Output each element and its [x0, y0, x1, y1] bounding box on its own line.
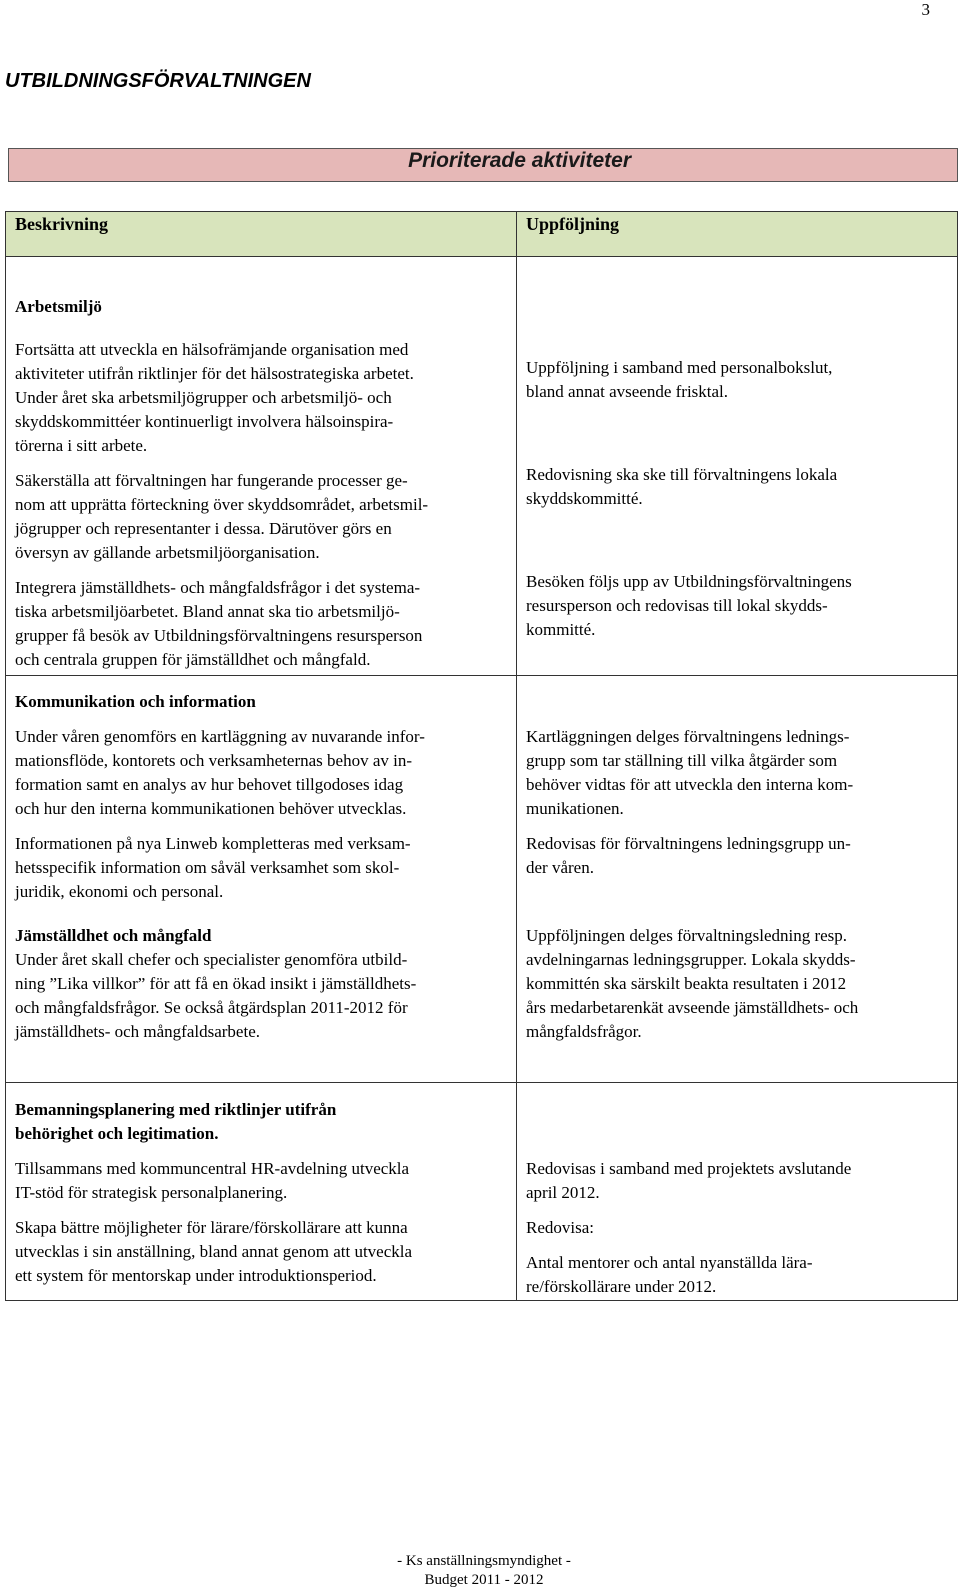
- paragraph: [15, 576, 507, 672]
- table-row: [6, 1090, 958, 1301]
- followup-cell-kommunikation: [517, 676, 958, 1083]
- text-line: utvecklas i sin anställning, bland annat genom att utveckla: [15, 1242, 413, 1261]
- text-line: Uppföljningen delges förvaltningsledning resp.: [526, 926, 848, 945]
- text-line: Tillsammans med kommuncentral HR-avdelning utveckla: [15, 1159, 410, 1178]
- text-line: års medarbetarenkät avseende jämställdhets- och: [526, 998, 859, 1017]
- paragraph: [526, 570, 948, 642]
- text-line: grupp som tar ställning till vilka åtgärder som: [526, 751, 838, 770]
- text-line: jögrupper och representanter i dessa. Därutöver görs en: [15, 519, 392, 538]
- followup-cell-arbetsmiljo: [517, 265, 958, 676]
- text-line: Kartläggningen delges förvaltningens lednings-: [526, 727, 850, 746]
- text-line: hetsspecifik information om såväl verksamhet som skol-: [15, 858, 400, 877]
- table-row: [6, 676, 958, 1083]
- text-line: och centrala gruppen för jämställdhet och mångfald.: [15, 650, 371, 669]
- text-line: mationsflöde, kontorets och verksamheternas behov av in-: [15, 751, 413, 770]
- text-line: Redovisa:: [526, 1218, 594, 1237]
- text-line: munikationen.: [526, 799, 624, 818]
- table-row: [6, 265, 958, 676]
- text-line: törerna i sitt arbete.: [15, 436, 148, 455]
- text-line: och mångfaldsfrågor. Se också åtgärdsplan 2011-2012 för: [15, 998, 408, 1017]
- paragraph: [526, 725, 948, 821]
- description-cell-bemanning: [6, 1090, 517, 1301]
- paragraph: [526, 924, 948, 1044]
- banner-title: Prioriterade aktiviteter: [408, 149, 631, 172]
- paragraph: [526, 356, 948, 404]
- footer-line: Budget 2011 - 2012: [424, 1572, 544, 1588]
- text-line: Skapa bättre möjligheter för lärare/förskollärare att kunna: [15, 1218, 408, 1237]
- text-line: aktiviteter utifrån riktlinjer för det hälsostrategiska arbetet.: [15, 364, 414, 383]
- section-title: Jämställdhet och mångfald: [15, 926, 212, 945]
- text-line: skyddskommitté.: [526, 489, 643, 508]
- text-line: behöver vidtas för att utveckla den interna kom-: [526, 775, 854, 794]
- page-footer: [325, 1552, 643, 1590]
- description-cell-kommunikation: [6, 676, 517, 1083]
- text-line: formation samt en analys av hur behovet tillgodoses idag: [15, 775, 404, 794]
- text-line: re/förskollärare under 2012.: [526, 1277, 717, 1296]
- text-line: jämställdhets- och mångfaldsarbete.: [15, 1022, 260, 1041]
- department-heading: UTBILDNINGSFÖRVALTNINGEN: [5, 70, 311, 92]
- paragraph: [15, 948, 507, 1044]
- text-line: Redovisning ska ske till förvaltningens lokala: [526, 465, 838, 484]
- table-header-row: [6, 212, 958, 257]
- text-line: juridik, ekonomi och personal.: [15, 882, 224, 901]
- section-title: Kommunikation och information: [15, 692, 256, 711]
- row-gap: [6, 1083, 517, 1091]
- text-line: skyddskommittéer kontinuerligt involvera hälsoinspira-: [15, 412, 394, 431]
- text-line: kommittén ska särskilt beakta resultaten i 2012: [526, 974, 847, 993]
- row-gap: [517, 1083, 958, 1091]
- text-line: Uppföljning i samband med personalbokslut,: [526, 358, 833, 377]
- paragraph: [15, 725, 507, 821]
- section-title: [15, 1098, 507, 1146]
- paragraph: [526, 1216, 948, 1240]
- text-line: Informationen på nya Linweb kompletteras med verksam-: [15, 834, 411, 853]
- header-gap: [517, 257, 958, 266]
- paragraph: [15, 469, 507, 565]
- cell-gap: [15, 1044, 507, 1076]
- text-line: Integrera jämställdhets- och mångfaldsfrågor i det systema-: [15, 578, 421, 597]
- title-line: Bemanningsplanering med riktlinjer utifrån: [15, 1100, 337, 1119]
- text-line: och hur den interna kommunikationen behöver utvecklas.: [15, 799, 407, 818]
- text-line: Redovisas i samband med projektets avslutande: [526, 1159, 852, 1178]
- text-line: avdelningarnas ledningsgrupper. Lokala skydds-: [526, 950, 856, 969]
- paragraph: [526, 832, 948, 880]
- text-line: bland annat avseende frisktal.: [526, 382, 729, 401]
- text-line: april 2012.: [526, 1183, 600, 1202]
- text-line: resursperson och redovisas till lokal skydds-: [526, 596, 828, 615]
- header-beskrivning: Beskrivning: [6, 212, 517, 257]
- paragraph: [526, 1251, 948, 1299]
- text-line: Besöken följs upp av Utbildningsförvaltningens: [526, 572, 852, 591]
- header-gap: [6, 257, 517, 266]
- text-line: der våren.: [526, 858, 594, 877]
- text-line: tiska arbetsmiljöarbetet. Bland annat ska tio arbetsmiljö-: [15, 602, 400, 621]
- text-line: Redovisas för förvaltningens ledningsgrupp un-: [526, 834, 851, 853]
- text-line: Antal mentorer och antal nyanställda lära-: [526, 1253, 813, 1272]
- text-line: grupper få besök av Utbildningsförvaltningens resursperson: [15, 626, 423, 645]
- text-line: ning ”Lika villkor” för att få en ökad insikt i jämställdhets-: [15, 974, 417, 993]
- section-title: Arbetsmiljö: [15, 297, 102, 316]
- title-line: behörighet och legitimation.: [15, 1124, 219, 1143]
- paragraph: [15, 832, 507, 904]
- text-line: Säkerställa att förvaltningen har fungerande processer ge-: [15, 471, 408, 490]
- text-line: översyn av gällande arbetsmiljöorganisation.: [15, 543, 320, 562]
- paragraph: [526, 1157, 948, 1205]
- text-line: nom att upprätta förteckning över skyddsområdet, arbetsmil-: [15, 495, 429, 514]
- followup-cell-bemanning: [517, 1090, 958, 1301]
- text-line: Under våren genomförs en kartläggning av nuvarande infor-: [15, 727, 425, 746]
- paragraph: [15, 338, 507, 458]
- page-number: 3: [921, 0, 930, 19]
- text-line: mångfaldsfrågor.: [526, 1022, 642, 1041]
- text-line: Fortsätta att utveckla en hälsofrämjande organisation med: [15, 340, 409, 359]
- text-line: kommitté.: [526, 620, 596, 639]
- description-cell-arbetsmiljo: [6, 265, 517, 676]
- text-line: ett system för mentorskap under introduktionsperiod.: [15, 1266, 377, 1285]
- paragraph: [526, 463, 948, 511]
- footer-line: - Ks anställningsmyndighet -: [397, 1553, 571, 1569]
- text-line: Under året skall chefer och specialister genomföra utbild-: [15, 950, 408, 969]
- activities-table: [5, 211, 958, 1301]
- paragraph: [15, 1216, 507, 1288]
- paragraph: [15, 1157, 507, 1205]
- header-uppfoljning: Uppföljning: [517, 212, 958, 257]
- banner: [8, 148, 958, 182]
- text-line: Under året ska arbetsmiljögrupper och arbetsmiljö- och: [15, 388, 392, 407]
- text-line: IT-stöd för strategisk personalplanering.: [15, 1183, 288, 1202]
